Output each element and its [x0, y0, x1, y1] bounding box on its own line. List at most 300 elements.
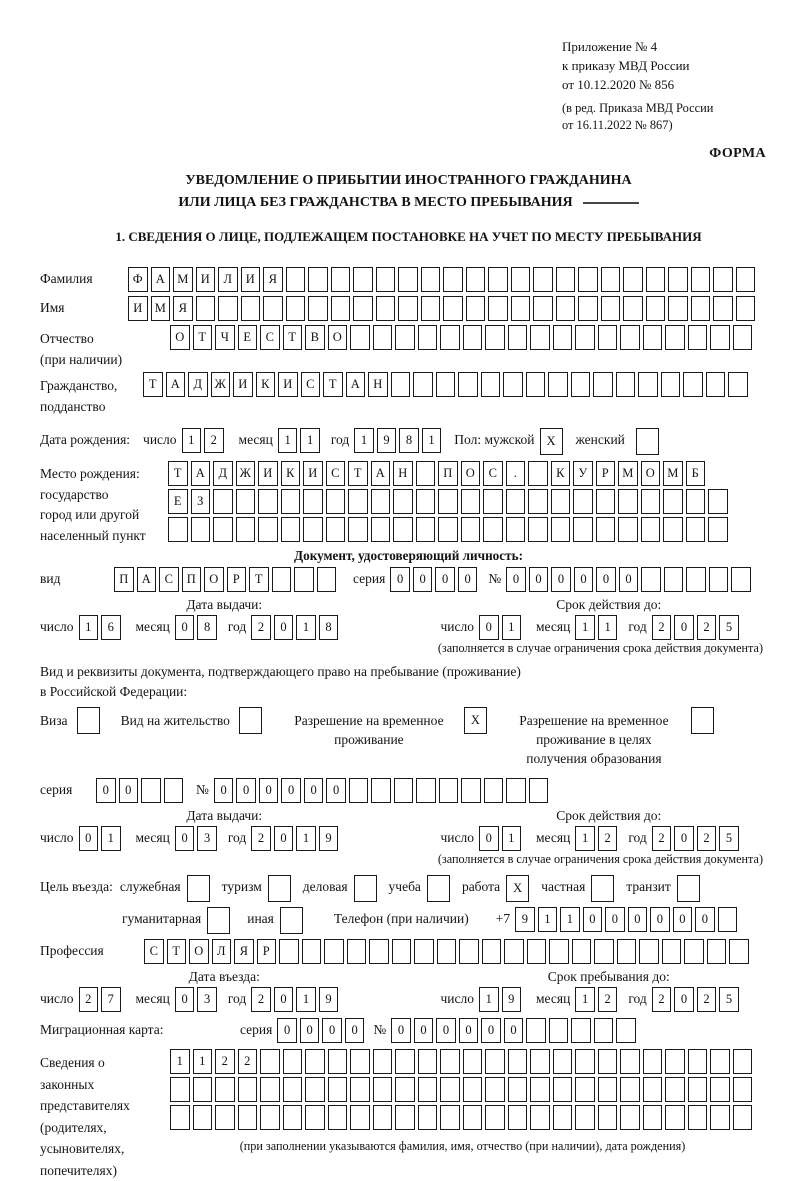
- form-cell[interactable]: [170, 1077, 190, 1102]
- form-cell[interactable]: [526, 1018, 546, 1043]
- form-cell[interactable]: [398, 296, 418, 321]
- form-cell[interactable]: [373, 1049, 393, 1074]
- form-cell[interactable]: [215, 1077, 235, 1102]
- form-cell[interactable]: [164, 778, 184, 803]
- form-cell[interactable]: И: [233, 372, 253, 397]
- form-cell[interactable]: [416, 489, 436, 514]
- form-cell[interactable]: [354, 875, 377, 902]
- form-cell[interactable]: 0: [79, 826, 99, 851]
- form-cell[interactable]: 1: [278, 428, 298, 453]
- form-cell[interactable]: [303, 489, 323, 514]
- form-cell[interactable]: П: [114, 567, 134, 592]
- form-cell[interactable]: [260, 1105, 280, 1130]
- form-cell[interactable]: [350, 1105, 370, 1130]
- form-cell[interactable]: [485, 325, 505, 350]
- form-cell[interactable]: [272, 567, 292, 592]
- form-cell[interactable]: [691, 707, 714, 734]
- form-cell[interactable]: С: [144, 939, 164, 964]
- form-cell[interactable]: [281, 517, 301, 542]
- form-cell[interactable]: 0: [695, 907, 715, 932]
- form-cell[interactable]: [688, 1077, 708, 1102]
- form-cell[interactable]: [215, 1105, 235, 1130]
- form-cell[interactable]: [466, 296, 486, 321]
- form-cell[interactable]: [283, 1049, 303, 1074]
- form-cell[interactable]: 0: [506, 567, 526, 592]
- form-cell[interactable]: [511, 267, 531, 292]
- form-cell[interactable]: 1: [296, 987, 316, 1012]
- form-cell[interactable]: [731, 567, 751, 592]
- form-cell[interactable]: И: [303, 461, 323, 486]
- form-cell[interactable]: 0: [345, 1018, 365, 1043]
- form-cell[interactable]: [575, 1077, 595, 1102]
- form-cell[interactable]: 0: [674, 615, 694, 640]
- form-cell[interactable]: 0: [650, 907, 670, 932]
- form-cell[interactable]: М: [618, 461, 638, 486]
- form-cell[interactable]: А: [137, 567, 157, 592]
- form-cell[interactable]: X: [540, 428, 563, 455]
- form-cell[interactable]: [573, 489, 593, 514]
- form-cell[interactable]: Т: [167, 939, 187, 964]
- form-cell[interactable]: [260, 1077, 280, 1102]
- form-cell[interactable]: 0: [619, 567, 639, 592]
- form-cell[interactable]: [575, 325, 595, 350]
- form-cell[interactable]: 0: [175, 615, 195, 640]
- form-cell[interactable]: 9: [319, 826, 339, 851]
- form-cell[interactable]: [395, 1049, 415, 1074]
- form-cell[interactable]: 2: [652, 826, 672, 851]
- form-cell[interactable]: [718, 907, 738, 932]
- form-cell[interactable]: [594, 1018, 614, 1043]
- form-cell[interactable]: [623, 296, 643, 321]
- form-cell[interactable]: [350, 1077, 370, 1102]
- form-cell[interactable]: [686, 567, 706, 592]
- form-cell[interactable]: [279, 939, 299, 964]
- form-cell[interactable]: [553, 1105, 573, 1130]
- form-cell[interactable]: [438, 489, 458, 514]
- form-cell[interactable]: [331, 296, 351, 321]
- form-cell[interactable]: [713, 296, 733, 321]
- form-cell[interactable]: 0: [574, 567, 594, 592]
- form-cell[interactable]: [529, 778, 549, 803]
- form-cell[interactable]: О: [204, 567, 224, 592]
- form-cell[interactable]: [526, 372, 546, 397]
- form-cell[interactable]: [662, 939, 682, 964]
- form-cell[interactable]: [236, 517, 256, 542]
- form-cell[interactable]: [213, 489, 233, 514]
- form-cell[interactable]: [168, 517, 188, 542]
- form-cell[interactable]: 2: [598, 987, 618, 1012]
- form-cell[interactable]: 0: [605, 907, 625, 932]
- form-cell[interactable]: [530, 1077, 550, 1102]
- form-cell[interactable]: [643, 1105, 663, 1130]
- form-cell[interactable]: [484, 778, 504, 803]
- form-cell[interactable]: [238, 1077, 258, 1102]
- form-cell[interactable]: [141, 778, 161, 803]
- form-cell[interactable]: 0: [96, 778, 116, 803]
- form-cell[interactable]: И: [258, 461, 278, 486]
- form-cell[interactable]: [710, 1105, 730, 1130]
- form-cell[interactable]: С: [159, 567, 179, 592]
- form-cell[interactable]: 9: [515, 907, 535, 932]
- form-cell[interactable]: [548, 372, 568, 397]
- form-cell[interactable]: М: [151, 296, 171, 321]
- form-cell[interactable]: [596, 517, 616, 542]
- form-cell[interactable]: [511, 296, 531, 321]
- form-cell[interactable]: [641, 567, 661, 592]
- form-cell[interactable]: [556, 296, 576, 321]
- form-cell[interactable]: [530, 1049, 550, 1074]
- form-cell[interactable]: И: [241, 267, 261, 292]
- form-cell[interactable]: [572, 939, 592, 964]
- form-cell[interactable]: [733, 1105, 753, 1130]
- form-cell[interactable]: [414, 939, 434, 964]
- form-cell[interactable]: [305, 1105, 325, 1130]
- form-cell[interactable]: [598, 325, 618, 350]
- form-cell[interactable]: 1: [538, 907, 558, 932]
- form-cell[interactable]: [376, 267, 396, 292]
- form-cell[interactable]: П: [182, 567, 202, 592]
- form-cell[interactable]: Н: [393, 461, 413, 486]
- form-cell[interactable]: [395, 1077, 415, 1102]
- form-cell[interactable]: [193, 1105, 213, 1130]
- form-cell[interactable]: 0: [673, 907, 693, 932]
- form-cell[interactable]: [706, 372, 726, 397]
- form-cell[interactable]: Я: [234, 939, 254, 964]
- form-cell[interactable]: [218, 296, 238, 321]
- form-cell[interactable]: [733, 325, 753, 350]
- form-cell[interactable]: [440, 1049, 460, 1074]
- form-cell[interactable]: [238, 1105, 258, 1130]
- form-cell[interactable]: [483, 517, 503, 542]
- form-cell[interactable]: [683, 372, 703, 397]
- form-cell[interactable]: [193, 1077, 213, 1102]
- form-cell[interactable]: [578, 296, 598, 321]
- form-cell[interactable]: [439, 778, 459, 803]
- form-cell[interactable]: 1: [170, 1049, 190, 1074]
- form-cell[interactable]: [686, 517, 706, 542]
- form-cell[interactable]: 2: [251, 615, 271, 640]
- form-cell[interactable]: [598, 1077, 618, 1102]
- form-cell[interactable]: [241, 296, 261, 321]
- form-cell[interactable]: З: [191, 489, 211, 514]
- form-cell[interactable]: Ж: [211, 372, 231, 397]
- form-cell[interactable]: [305, 1049, 325, 1074]
- form-cell[interactable]: [663, 489, 683, 514]
- form-cell[interactable]: Р: [596, 461, 616, 486]
- form-cell[interactable]: 2: [652, 615, 672, 640]
- form-cell[interactable]: [665, 1049, 685, 1074]
- form-cell[interactable]: [263, 296, 283, 321]
- form-cell[interactable]: [170, 1105, 190, 1130]
- form-cell[interactable]: Л: [212, 939, 232, 964]
- form-cell[interactable]: Д: [213, 461, 233, 486]
- form-cell[interactable]: 0: [529, 567, 549, 592]
- form-cell[interactable]: [533, 267, 553, 292]
- form-cell[interactable]: [504, 939, 524, 964]
- form-cell[interactable]: [416, 778, 436, 803]
- form-cell[interactable]: [596, 489, 616, 514]
- form-cell[interactable]: [328, 1105, 348, 1130]
- form-cell[interactable]: [508, 1077, 528, 1102]
- form-cell[interactable]: 0: [458, 567, 478, 592]
- form-cell[interactable]: С: [483, 461, 503, 486]
- form-cell[interactable]: 1: [296, 615, 316, 640]
- form-cell[interactable]: [665, 1077, 685, 1102]
- form-cell[interactable]: [636, 428, 659, 455]
- form-cell[interactable]: [553, 325, 573, 350]
- form-cell[interactable]: [506, 489, 526, 514]
- form-cell[interactable]: [736, 296, 756, 321]
- form-cell[interactable]: 1: [422, 428, 442, 453]
- form-cell[interactable]: Д: [188, 372, 208, 397]
- form-cell[interactable]: [418, 1049, 438, 1074]
- form-cell[interactable]: [463, 1105, 483, 1130]
- form-cell[interactable]: [684, 939, 704, 964]
- form-cell[interactable]: [617, 939, 637, 964]
- form-cell[interactable]: [369, 939, 389, 964]
- form-cell[interactable]: Р: [227, 567, 247, 592]
- form-cell[interactable]: [398, 267, 418, 292]
- form-cell[interactable]: 2: [215, 1049, 235, 1074]
- form-cell[interactable]: [668, 296, 688, 321]
- form-cell[interactable]: 2: [598, 826, 618, 851]
- form-cell[interactable]: 0: [481, 1018, 501, 1043]
- form-cell[interactable]: Т: [168, 461, 188, 486]
- form-cell[interactable]: [461, 517, 481, 542]
- form-cell[interactable]: [591, 875, 614, 902]
- form-cell[interactable]: [594, 939, 614, 964]
- form-cell[interactable]: 1: [575, 615, 595, 640]
- form-cell[interactable]: И: [196, 267, 216, 292]
- form-cell[interactable]: Т: [348, 461, 368, 486]
- form-cell[interactable]: 2: [238, 1049, 258, 1074]
- form-cell[interactable]: [438, 517, 458, 542]
- form-cell[interactable]: Т: [193, 325, 213, 350]
- form-cell[interactable]: [677, 875, 700, 902]
- form-cell[interactable]: А: [191, 461, 211, 486]
- form-cell[interactable]: [393, 489, 413, 514]
- form-cell[interactable]: [418, 1105, 438, 1130]
- form-cell[interactable]: О: [170, 325, 190, 350]
- form-cell[interactable]: О: [461, 461, 481, 486]
- form-cell[interactable]: 5: [719, 987, 739, 1012]
- form-cell[interactable]: [641, 489, 661, 514]
- form-cell[interactable]: 1: [182, 428, 202, 453]
- form-cell[interactable]: Л: [218, 267, 238, 292]
- form-cell[interactable]: [286, 296, 306, 321]
- form-cell[interactable]: [664, 567, 684, 592]
- form-cell[interactable]: 0: [236, 778, 256, 803]
- form-cell[interactable]: 0: [300, 1018, 320, 1043]
- form-cell[interactable]: [665, 1105, 685, 1130]
- form-cell[interactable]: [575, 1049, 595, 1074]
- form-cell[interactable]: О: [641, 461, 661, 486]
- form-cell[interactable]: [371, 778, 391, 803]
- form-cell[interactable]: [688, 1049, 708, 1074]
- form-cell[interactable]: [258, 517, 278, 542]
- form-cell[interactable]: [528, 461, 548, 486]
- form-cell[interactable]: [708, 517, 728, 542]
- form-cell[interactable]: [665, 325, 685, 350]
- form-cell[interactable]: 1: [300, 428, 320, 453]
- form-cell[interactable]: [733, 1049, 753, 1074]
- form-cell[interactable]: [733, 1077, 753, 1102]
- form-cell[interactable]: [710, 1049, 730, 1074]
- form-cell[interactable]: [729, 939, 749, 964]
- form-cell[interactable]: С: [260, 325, 280, 350]
- form-cell[interactable]: Т: [143, 372, 163, 397]
- form-cell[interactable]: 0: [435, 567, 455, 592]
- form-cell[interactable]: [686, 489, 706, 514]
- form-cell[interactable]: [418, 1077, 438, 1102]
- form-cell[interactable]: 5: [719, 826, 739, 851]
- form-cell[interactable]: [463, 1077, 483, 1102]
- form-cell[interactable]: [551, 489, 571, 514]
- form-cell[interactable]: [616, 1018, 636, 1043]
- form-cell[interactable]: [373, 1105, 393, 1130]
- form-cell[interactable]: [440, 1105, 460, 1130]
- form-cell[interactable]: [463, 325, 483, 350]
- form-cell[interactable]: 9: [319, 987, 339, 1012]
- form-cell[interactable]: [620, 1049, 640, 1074]
- form-cell[interactable]: 0: [390, 567, 410, 592]
- form-cell[interactable]: [458, 372, 478, 397]
- form-cell[interactable]: [643, 1077, 663, 1102]
- form-cell[interactable]: [440, 1077, 460, 1102]
- form-cell[interactable]: [308, 267, 328, 292]
- form-cell[interactable]: 0: [596, 567, 616, 592]
- form-cell[interactable]: [710, 1077, 730, 1102]
- form-cell[interactable]: [688, 1105, 708, 1130]
- form-cell[interactable]: [348, 517, 368, 542]
- form-cell[interactable]: [416, 461, 436, 486]
- form-cell[interactable]: [553, 1077, 573, 1102]
- form-cell[interactable]: [236, 489, 256, 514]
- form-cell[interactable]: 2: [251, 987, 271, 1012]
- form-cell[interactable]: [691, 296, 711, 321]
- form-cell[interactable]: О: [328, 325, 348, 350]
- form-cell[interactable]: 2: [204, 428, 224, 453]
- form-cell[interactable]: 0: [504, 1018, 524, 1043]
- form-cell[interactable]: 1: [575, 987, 595, 1012]
- form-cell[interactable]: К: [551, 461, 571, 486]
- form-cell[interactable]: [578, 267, 598, 292]
- form-cell[interactable]: [571, 1018, 591, 1043]
- form-cell[interactable]: [373, 1077, 393, 1102]
- form-cell[interactable]: 3: [197, 987, 217, 1012]
- form-cell[interactable]: [443, 267, 463, 292]
- form-cell[interactable]: 6: [101, 615, 121, 640]
- form-cell[interactable]: [618, 517, 638, 542]
- form-cell[interactable]: 1: [79, 615, 99, 640]
- form-cell[interactable]: [618, 489, 638, 514]
- form-cell[interactable]: [213, 517, 233, 542]
- form-cell[interactable]: [376, 296, 396, 321]
- form-cell[interactable]: 0: [322, 1018, 342, 1043]
- form-cell[interactable]: А: [346, 372, 366, 397]
- form-cell[interactable]: X: [506, 875, 529, 902]
- form-cell[interactable]: 0: [274, 826, 294, 851]
- form-cell[interactable]: [593, 372, 613, 397]
- form-cell[interactable]: [530, 325, 550, 350]
- form-cell[interactable]: [349, 778, 369, 803]
- form-cell[interactable]: [326, 489, 346, 514]
- form-cell[interactable]: [302, 939, 322, 964]
- form-cell[interactable]: 8: [399, 428, 419, 453]
- form-cell[interactable]: X: [464, 707, 487, 734]
- form-cell[interactable]: 0: [414, 1018, 434, 1043]
- form-cell[interactable]: [728, 372, 748, 397]
- form-cell[interactable]: [691, 267, 711, 292]
- form-cell[interactable]: [461, 489, 481, 514]
- form-cell[interactable]: 0: [119, 778, 139, 803]
- form-cell[interactable]: [421, 296, 441, 321]
- form-cell[interactable]: Е: [238, 325, 258, 350]
- form-cell[interactable]: 2: [251, 826, 271, 851]
- form-cell[interactable]: [305, 1077, 325, 1102]
- form-cell[interactable]: [508, 1105, 528, 1130]
- form-cell[interactable]: К: [281, 461, 301, 486]
- form-cell[interactable]: 1: [354, 428, 374, 453]
- form-cell[interactable]: [713, 267, 733, 292]
- form-cell[interactable]: Т: [283, 325, 303, 350]
- form-cell[interactable]: [661, 372, 681, 397]
- form-cell[interactable]: [549, 939, 569, 964]
- form-cell[interactable]: 0: [479, 826, 499, 851]
- form-cell[interactable]: [371, 517, 391, 542]
- form-cell[interactable]: [326, 517, 346, 542]
- form-cell[interactable]: [463, 1049, 483, 1074]
- form-cell[interactable]: 1: [560, 907, 580, 932]
- form-cell[interactable]: [639, 939, 659, 964]
- form-cell[interactable]: К: [256, 372, 276, 397]
- form-cell[interactable]: А: [151, 267, 171, 292]
- form-cell[interactable]: У: [573, 461, 593, 486]
- form-cell[interactable]: Т: [323, 372, 343, 397]
- form-cell[interactable]: Я: [173, 296, 193, 321]
- form-cell[interactable]: [556, 267, 576, 292]
- form-cell[interactable]: 9: [502, 987, 522, 1012]
- form-cell[interactable]: [196, 296, 216, 321]
- form-cell[interactable]: [461, 778, 481, 803]
- form-cell[interactable]: [620, 325, 640, 350]
- form-cell[interactable]: И: [278, 372, 298, 397]
- form-cell[interactable]: Т: [249, 567, 269, 592]
- form-cell[interactable]: [641, 517, 661, 542]
- form-cell[interactable]: [239, 707, 262, 734]
- form-cell[interactable]: [286, 267, 306, 292]
- form-cell[interactable]: 0: [214, 778, 234, 803]
- form-cell[interactable]: [353, 267, 373, 292]
- form-cell[interactable]: [328, 1077, 348, 1102]
- form-cell[interactable]: [708, 489, 728, 514]
- form-cell[interactable]: 2: [652, 987, 672, 1012]
- form-cell[interactable]: [427, 875, 450, 902]
- form-cell[interactable]: М: [663, 461, 683, 486]
- form-cell[interactable]: Ч: [215, 325, 235, 350]
- form-cell[interactable]: 9: [377, 428, 397, 453]
- form-cell[interactable]: [350, 325, 370, 350]
- form-cell[interactable]: [485, 1105, 505, 1130]
- form-cell[interactable]: [506, 778, 526, 803]
- form-cell[interactable]: [328, 1049, 348, 1074]
- form-cell[interactable]: [483, 489, 503, 514]
- form-cell[interactable]: [485, 1049, 505, 1074]
- form-cell[interactable]: [281, 489, 301, 514]
- form-cell[interactable]: 7: [101, 987, 121, 1012]
- form-cell[interactable]: [643, 325, 663, 350]
- form-cell[interactable]: Н: [368, 372, 388, 397]
